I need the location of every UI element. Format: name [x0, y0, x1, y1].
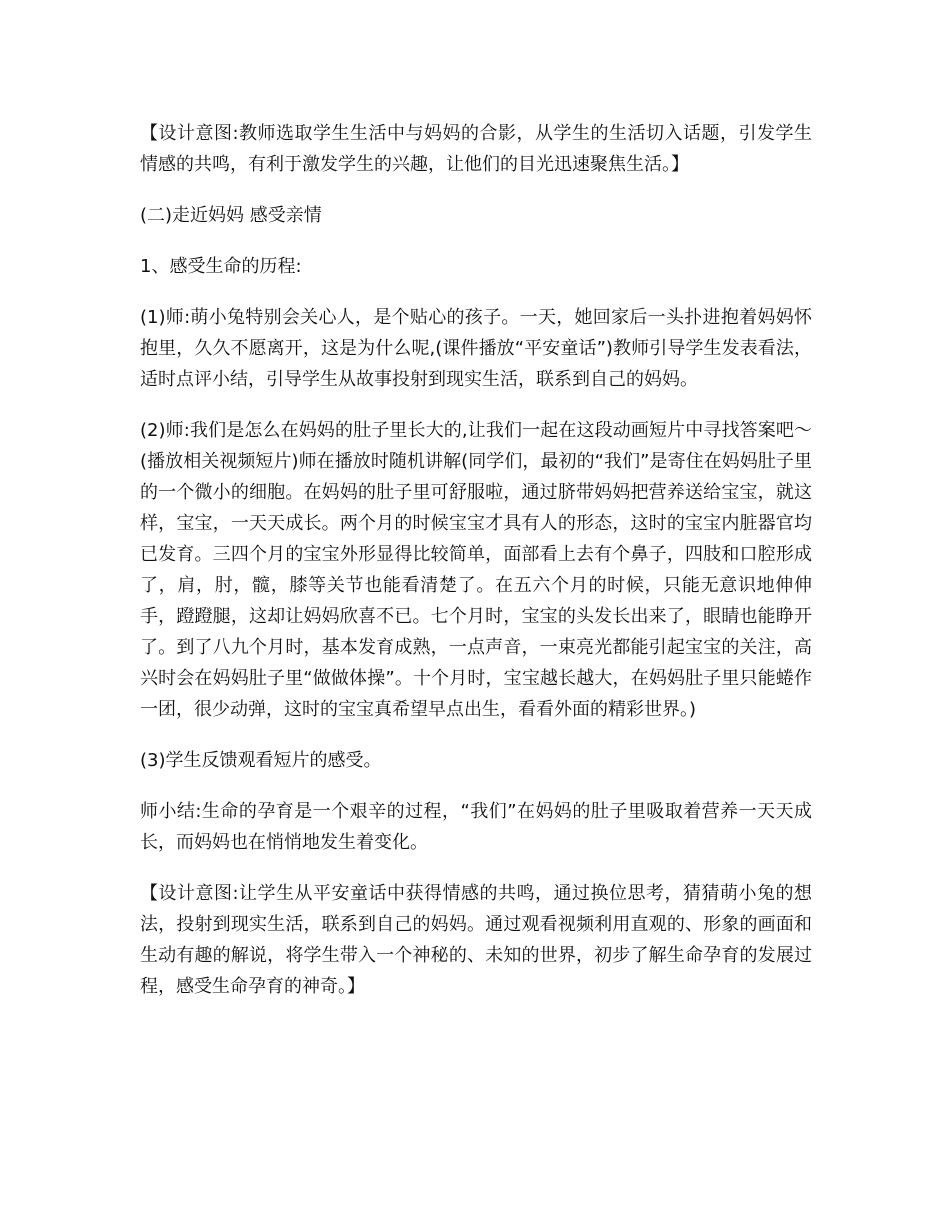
step-3-paragraph: (3)学生反馈观看短片的感受。	[140, 750, 382, 771]
subsection-heading: 1、感受生命的历程:	[140, 256, 302, 277]
design-intent-paragraph-2: 【设计意图:让学生从平安童话中获得情感的共鸣，通过换位思考，猜猜萌小兔的想法，投射到现实生活，联系到自己的妈妈。通过观看视频利用直观的、形象的画面和生动有趣的解说，将学生带入一个神秘的、未知的世界，初步了解生命孕育的发展过程，感受生命孕育的神奇。】	[140, 883, 812, 997]
step-1-paragraph: (1)师:萌小兔特别会关心人，是个贴心的孩子。一天，她回家后一头扑进抱着妈妈怀抱里，久久不愿离开，这是为什么呢,(课件播放“平安童话”)教师引导学生发表看法，适时点评小结，引导学生从故事投射到现实生活，联系到自己的妈妈。	[140, 307, 812, 390]
step-2-paragraph: (2)师:我们是怎么在妈妈的肚子里长大的,让我们一起在这段动画短片中寻找答案吧～(播放相关视频短片)师在播放时随机讲解(同学们，最初的“我们”是寄住在妈妈肚子里的一个微小的细胞。在妈妈的肚子里可舒服啦，通过脐带妈妈把营养送给宝宝，就这样，宝宝，一天天成长。两个月的时候宝宝才具有人的形态，这时的宝宝内脏器官均已发育。三四个月的宝宝外形显得比较简单，面部看上去有个鼻子，四肢和口腔形成了，肩，肘，髋，膝等关节也能看清楚了。在五六个月的时候，只能无意识地伸伸手，蹬蹬腿，这却让妈妈欣喜不已。七个月时，宝宝的头发长出来了，眼睛也能睁开了。到了八九个月时，基本发育成熟，一点声音，一束亮光都能引起宝宝的关注，高兴时会在妈妈肚子里“做做体操”。十个月时，宝宝越长越大，在妈妈肚子里只能蜷作一团，很少动弹，这时的宝宝真希望早点出生，看看外面的精彩世界。)	[140, 420, 812, 720]
design-intent-paragraph-1: 【设计意图:教师选取学生生活中与妈妈的合影，从学生的生活切入话题，引发学生情感的共鸣，有利于激发学生的兴趣，让他们的目光迅速聚焦生活。】	[140, 123, 812, 175]
teacher-summary-paragraph: 师小结:生命的孕育是一个艰辛的过程，“我们”在妈妈的肚子里吸取着营养一天天成长，而妈妈也在悄悄地发生着变化。	[140, 801, 812, 853]
section-heading: (二)走近妈妈 感受亲情	[140, 205, 322, 226]
document-page	[140, 118, 812, 1022]
